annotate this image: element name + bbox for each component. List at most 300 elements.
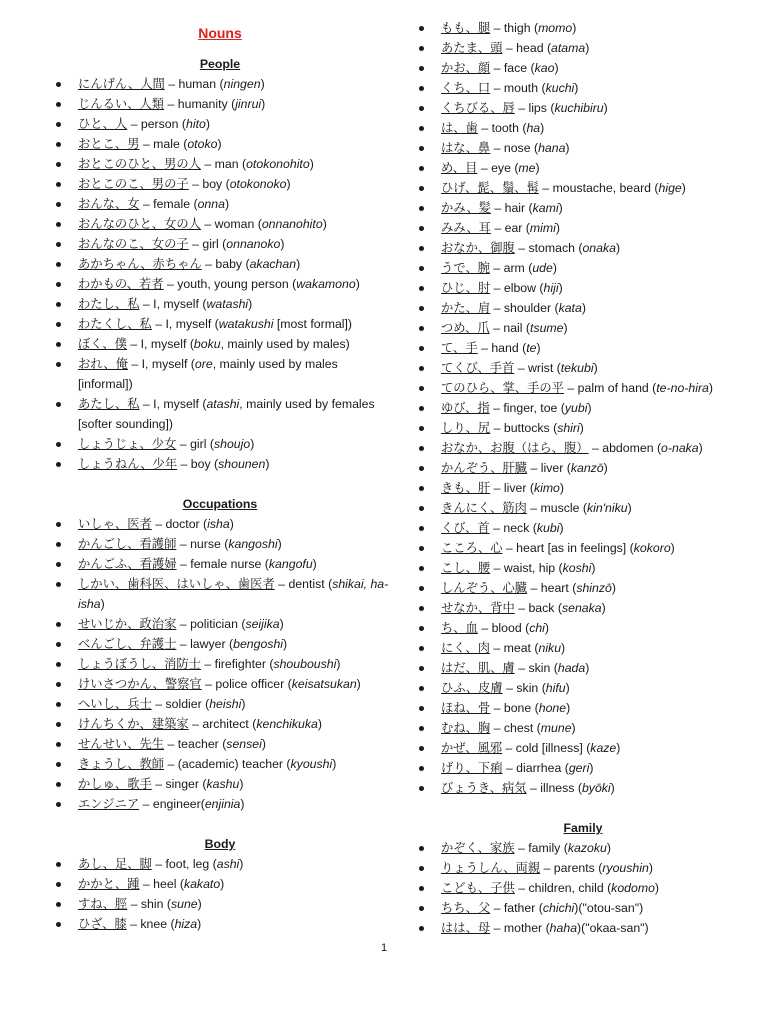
vocab-meaning: – hand (: [477, 341, 527, 355]
vocab-romaji: me: [518, 161, 536, 175]
vocab-japanese: こし、腰: [441, 561, 491, 575]
vocab-japanese: むね、胸: [441, 721, 491, 735]
vocab-item: [413, 518, 753, 538]
vocab-note: ): [606, 841, 611, 855]
vocab-item: [50, 134, 390, 154]
vocab-meaning: – girl (: [188, 237, 227, 251]
vocab-item: [413, 298, 753, 318]
vocab-japanese: おなか、御腹: [441, 241, 515, 255]
vocab-japanese: もも、腿: [441, 21, 491, 35]
vocab-romaji: kangofu: [268, 557, 313, 571]
vocab-item: [413, 558, 753, 578]
vocab-japanese: しょうじょ、少女: [78, 437, 177, 451]
vocab-item: [413, 58, 753, 78]
vocab-japanese: は、歯: [441, 121, 478, 135]
vocab-japanese: きょうし、教師: [78, 757, 165, 771]
vocab-note: ): [574, 81, 579, 95]
vocab-romaji: geri: [568, 761, 590, 775]
vocab-note: ): [205, 117, 210, 131]
vocab-note: ): [563, 321, 568, 335]
vocab-item: [413, 598, 753, 618]
vocab-note: ): [265, 457, 270, 471]
vocab-item: [50, 234, 390, 254]
vocab-note: ): [565, 681, 570, 695]
vocab-meaning: – I, myself (: [139, 397, 207, 411]
vocab-japanese: こども、子供: [441, 881, 515, 895]
vocab-meaning: – woman (: [200, 217, 262, 231]
section-heading-family: Family: [563, 821, 603, 835]
vocab-japanese: ほね、骨: [441, 701, 491, 715]
page-number: 1: [380, 942, 388, 954]
vocab-japanese: かお、顔: [441, 61, 491, 75]
vocab-romaji: wakamono: [296, 277, 356, 291]
vocab-note: ): [248, 297, 253, 311]
vocab-meaning: – skin (: [514, 661, 558, 675]
vocab-item: [413, 638, 753, 658]
vocab-item: [413, 618, 753, 638]
page-title: Nouns: [198, 25, 242, 41]
vocab-japanese: しり、尻: [441, 421, 491, 435]
vocab-japanese: おんなのひと、女の人: [78, 217, 201, 231]
vocab-item: [50, 254, 390, 274]
vocab-meaning: – humanity (: [164, 97, 236, 111]
vocab-japanese: つめ、爪: [441, 321, 490, 335]
vocab-japanese: いしゃ、医者: [78, 517, 152, 531]
vocab-meaning: – thigh (: [490, 21, 539, 35]
vocab-meaning: – teacher (: [164, 737, 227, 751]
vocab-japanese: かんごふ、看護婦: [78, 557, 177, 571]
vocab-romaji: kakato: [183, 877, 221, 891]
vocab-romaji: shoujo: [213, 437, 251, 451]
vocab-note: ): [279, 617, 284, 631]
vocab-note: ): [579, 421, 584, 435]
vocab-meaning: – person (: [127, 117, 186, 131]
vocab-romaji: te: [526, 341, 537, 355]
vocab-note: ): [286, 177, 291, 191]
vocab-item: [50, 434, 390, 454]
vocab-item: [413, 578, 753, 598]
vocab-note: ): [681, 181, 686, 195]
vocab-romaji: kubi: [536, 521, 560, 535]
vocab-japanese: くちびる、唇: [441, 101, 515, 115]
vocab-note: ): [670, 541, 675, 555]
vocab-item: [413, 318, 753, 338]
vocab-meaning: – I, myself (: [151, 317, 219, 331]
vocab-item: [50, 854, 390, 874]
vocab-item: [413, 398, 753, 418]
vocab-romaji: boku: [193, 337, 221, 351]
vocab-romaji: yubi: [564, 401, 588, 415]
vocab-romaji: atama: [551, 41, 586, 55]
vocab-japanese: おれ、俺: [78, 357, 128, 371]
vocab-note: ): [654, 881, 660, 895]
vocab-meaning: – illness (: [526, 781, 582, 795]
vocab-note: ): [603, 101, 608, 115]
vocab-note: ): [559, 481, 565, 495]
vocab-meaning: – nail (: [489, 321, 531, 335]
vocab-japanese: はな、鼻: [441, 141, 491, 155]
vocab-item: [413, 338, 753, 358]
vocab-item: [413, 918, 753, 938]
vocab-item: [413, 478, 753, 498]
vocab-japanese: みみ、耳: [441, 221, 491, 235]
vocab-japanese: かんぞう、肝臓: [441, 461, 528, 475]
vocab-item: [50, 914, 390, 934]
vocab-romaji: chichi: [542, 901, 575, 915]
vocab-note: ): [587, 401, 592, 415]
vocab-item: [50, 614, 390, 634]
vocab-japanese: ぼく、僕: [78, 337, 127, 351]
vocab-meaning: – cold [illness] (: [502, 741, 591, 755]
vocab-note: ): [197, 917, 202, 931]
vocab-item: [413, 718, 753, 738]
people-list: [50, 74, 390, 474]
vocab-japanese: くち、口: [441, 81, 491, 95]
vocab-japanese: かぞく、家族: [441, 841, 515, 855]
vocab-item: [413, 258, 753, 278]
vocab-note: ): [309, 157, 314, 171]
vocab-item: [50, 154, 390, 174]
left-column: [50, 18, 390, 934]
vocab-japanese: エンジニア: [78, 797, 140, 811]
vocab-japanese: せなか、背中: [441, 601, 515, 615]
vocab-item: [413, 218, 753, 238]
vocab-romaji: shikai, ha-isha: [78, 577, 389, 611]
vocab-romaji: mimi: [529, 221, 556, 235]
vocab-note: ): [544, 621, 550, 635]
vocab-japanese: せいじか、政治家: [78, 617, 177, 631]
vocab-item: [413, 458, 753, 478]
vocab-item: [50, 394, 390, 434]
vocab-note: ): [558, 201, 563, 215]
vocab-japanese: ひと、人: [78, 117, 128, 131]
vocab-romaji: hito: [186, 117, 206, 131]
vocab-meaning: – diarrhea (: [502, 761, 569, 775]
vocab-item: [413, 358, 753, 378]
vocab-item: [413, 498, 753, 518]
vocab-meaning: – female nurse (: [176, 557, 269, 571]
vocab-meaning: – skin (: [502, 681, 546, 695]
vocab-note: ): [611, 581, 616, 595]
vocab-romaji: ha: [526, 121, 541, 135]
vocab-note: ): [698, 441, 703, 455]
vocab-japanese: けいさつかん、警察官: [78, 677, 202, 691]
vocab-romaji: kuchibiru: [554, 101, 604, 115]
vocab-japanese: はだ、肌、膚: [441, 661, 515, 675]
vocab-japanese: うで、腕: [441, 261, 490, 275]
vocab-japanese: はは、母: [441, 921, 491, 935]
vocab-romaji: hana: [538, 141, 566, 155]
vocab-note: ): [555, 221, 560, 235]
vocab-item: [50, 534, 390, 554]
vocab-meaning: – neck (: [489, 521, 537, 535]
vocab-meaning: – mouth (: [490, 81, 546, 95]
vocab-romaji: kashu: [206, 777, 240, 791]
vocab-note: ): [616, 741, 621, 755]
vocab-japanese: ひげ、髭、鬚、髯: [441, 181, 539, 195]
vocab-item: [50, 334, 390, 354]
vocab-meaning: – stomach (: [514, 241, 583, 255]
vocab-note: , mainly used by females [softer sounding]): [78, 397, 375, 431]
vocab-note: ): [336, 657, 341, 671]
vocab-meaning: – elbow (: [490, 281, 544, 295]
vocab-meaning: – singer (: [151, 777, 207, 791]
vocab-romaji: hiji: [543, 281, 559, 295]
vocab-meaning: – doctor (: [151, 517, 208, 531]
vocab-romaji: koshi: [562, 561, 592, 575]
vocab-romaji: momo: [538, 21, 573, 35]
vocab-japanese: わたくし、私: [78, 317, 152, 331]
vocab-japanese: あたま、頭: [441, 41, 503, 55]
vocab-japanese: おなか、お腹（はら、腹）: [441, 441, 589, 455]
vocab-note: ): [552, 261, 557, 275]
vocab-romaji: ore: [194, 357, 213, 371]
vocab-note: ): [566, 701, 571, 715]
vocab-romaji: akachan: [249, 257, 297, 271]
vocab-meaning: – bone (: [490, 701, 539, 715]
vocab-item: [413, 658, 753, 678]
vocab-japanese: かた、肩: [441, 301, 491, 315]
vocab-meaning: – ear (: [490, 221, 530, 235]
vocab-meaning: – I, myself (: [126, 337, 194, 351]
vocab-note: ): [229, 517, 234, 531]
vocab-japanese: りょうしん、両親: [441, 861, 541, 875]
vocab-meaning: – engineer(: [139, 797, 205, 811]
vocab-note: ): [585, 661, 590, 675]
vocab-item: [50, 454, 390, 474]
vocab-note: ): [260, 77, 265, 91]
vocab-item: [50, 794, 390, 814]
vocab-note: ): [241, 697, 246, 711]
vocab-note: ): [601, 601, 606, 615]
vocab-japanese: きんにく、筋肉: [441, 501, 527, 515]
vocab-japanese: にく、肉: [441, 641, 490, 655]
vocab-romaji: mune: [540, 721, 572, 735]
vocab-romaji: senaka: [561, 601, 602, 615]
vocab-note: ): [627, 501, 632, 515]
vocab-romaji: heishi: [209, 697, 242, 711]
vocab-japanese: かんごし、看護師: [78, 537, 177, 551]
vocab-item: [50, 874, 390, 894]
vocab-meaning: – parents (: [540, 861, 603, 875]
vocab-romaji: ryoushin: [602, 861, 649, 875]
vocab-meaning: – female (: [139, 197, 198, 211]
vocab-item: [413, 758, 753, 778]
vocab-romaji: seijika: [245, 617, 280, 631]
vocab-meaning: – foot, leg (: [151, 857, 217, 871]
vocab-meaning: – girl (: [176, 437, 214, 451]
vocab-romaji: niku: [538, 641, 562, 655]
vocab-romaji: hada: [557, 661, 586, 675]
vocab-japanese: きも、肝: [441, 481, 491, 495]
vocab-meaning: – finger, toe (: [489, 401, 565, 415]
vocab-romaji: otokonohito: [246, 157, 310, 171]
vocab-note: ): [535, 161, 540, 175]
vocab-note: )("okaa-san"): [577, 921, 649, 935]
vocab-item: [50, 634, 390, 654]
vocab-note: ): [540, 121, 545, 135]
vocab-romaji: tsume: [530, 321, 564, 335]
vocab-note: ): [220, 877, 225, 891]
vocab-meaning: – arm (: [489, 261, 533, 275]
family-list: [413, 838, 753, 938]
vocab-romaji: o-naka: [661, 441, 699, 455]
vocab-note: ): [312, 557, 317, 571]
vocab-romaji: kodomo: [611, 881, 655, 895]
vocab-romaji: kazoku: [567, 841, 607, 855]
vocab-japanese: おとこのこ、男の子: [78, 177, 189, 191]
vocab-japanese: じんるい、人類: [78, 97, 165, 111]
vocab-romaji: hone: [538, 701, 567, 715]
vocab-note: ): [239, 777, 244, 791]
vocab-meaning: – boy (: [177, 457, 219, 471]
vocab-romaji: enjinia: [204, 797, 241, 811]
vocab-meaning: – muscle (: [526, 501, 587, 515]
vocab-note: ): [250, 437, 255, 451]
vocab-meaning: – man (: [200, 157, 247, 171]
vocab-romaji: tekubi: [560, 361, 594, 375]
vocab-item: [50, 574, 390, 614]
vocab-item: [50, 714, 390, 734]
vocab-note: ): [296, 257, 301, 271]
vocab-item: [413, 898, 753, 918]
vocab-romaji: hifu: [545, 681, 566, 695]
vocab-japanese: め、目: [441, 161, 478, 175]
vocab-romaji: chi: [529, 621, 545, 635]
vocab-meaning: – meat (: [489, 641, 539, 655]
vocab-meaning: – police officer (: [201, 677, 292, 691]
vocab-romaji: kao: [534, 61, 555, 75]
vocab-japanese: けんちくか、建築家: [78, 717, 189, 731]
vocab-note: ): [648, 861, 653, 875]
vocab-romaji: kami: [532, 201, 559, 215]
vocab-item: [413, 138, 753, 158]
vocab-item: [50, 654, 390, 674]
vocab-meaning: – firefighter (: [200, 657, 274, 671]
vocab-note: [most formal]): [273, 317, 353, 331]
vocab-note: )("otou-san"): [574, 901, 644, 915]
vocab-note: ): [277, 537, 282, 551]
vocab-meaning: – waist, hip (: [490, 561, 563, 575]
vocab-meaning: – hair (: [490, 201, 533, 215]
vocab-meaning: – heel (: [139, 877, 184, 891]
vocab-japanese: げり、下痢: [441, 761, 503, 775]
vocab-japanese: しんぞう、心臓: [441, 581, 528, 595]
vocab-item: [413, 418, 753, 438]
vocab-romaji: sensei: [226, 737, 262, 751]
vocab-note: ): [239, 857, 244, 871]
vocab-japanese: て、手: [441, 341, 478, 355]
vocab-note: ): [591, 561, 596, 575]
vocab-item: [50, 354, 390, 394]
vocab-meaning: – baby (: [201, 257, 250, 271]
vocab-japanese: あたし、私: [78, 397, 140, 411]
vocab-meaning: – palm of hand (: [563, 381, 657, 395]
vocab-meaning: – nurse (: [176, 537, 229, 551]
vocab-romaji: kaze: [590, 741, 617, 755]
vocab-item: [413, 858, 753, 878]
vocab-item: [413, 98, 753, 118]
vocab-romaji: otokonoko: [229, 177, 287, 191]
vocab-item: [413, 78, 753, 98]
vocab-item: [413, 278, 753, 298]
vocab-japanese: べんごし、弁護士: [78, 637, 177, 651]
vocab-japanese: ちち、父: [441, 901, 491, 915]
vocab-japanese: わかもの、若者: [78, 277, 164, 291]
vocab-item: [413, 538, 753, 558]
vocab-romaji: ude: [532, 261, 553, 275]
vocab-note: ): [224, 197, 230, 211]
vocab-note: ): [572, 21, 577, 35]
vocab-meaning: – knee (: [126, 917, 175, 931]
vocab-item: [413, 198, 753, 218]
vocab-romaji: sune: [170, 897, 198, 911]
vocab-japanese: しかい、歯科医、はいしゃ、歯医者: [78, 577, 275, 591]
vocab-meaning: – buttocks (: [490, 421, 558, 435]
vocab-meaning: – moustache, beard (: [538, 181, 659, 195]
vocab-japanese: あし、足、脚: [78, 857, 152, 871]
vocab-item: [50, 674, 390, 694]
vocab-item: [50, 754, 390, 774]
vocab-romaji: shouboushi: [273, 657, 337, 671]
vocab-note: ): [261, 737, 266, 751]
vocab-romaji: kuchi: [545, 81, 575, 95]
vocab-item: [413, 838, 753, 858]
vocab-meaning: – liver (: [527, 461, 571, 475]
vocab-item: [50, 694, 390, 714]
vocab-romaji: shounen: [218, 457, 266, 471]
vocab-japanese: へいし、兵士: [78, 697, 152, 711]
vocab-meaning: – children, child (: [514, 881, 612, 895]
vocab-note: ): [317, 717, 322, 731]
vocab-meaning: – I, myself (: [127, 357, 195, 371]
vocab-item: [413, 158, 753, 178]
vocab-item: [413, 778, 753, 798]
vocab-romaji: kyoushi: [290, 757, 333, 771]
vocab-meaning: – shoulder (: [490, 301, 559, 315]
vocab-japanese: おんなのこ、女の子: [78, 237, 189, 251]
vocab-meaning: – I, myself (: [139, 297, 207, 311]
vocab-meaning: – blood (: [477, 621, 530, 635]
vocab-japanese: てくび、手首: [441, 361, 515, 375]
vocab-meaning: – dentist (: [274, 577, 333, 591]
vocab-item: [50, 274, 390, 294]
vocab-meaning: – mother (: [490, 921, 550, 935]
vocab-japanese: おとこ、男: [78, 137, 140, 151]
vocab-note: ): [217, 137, 222, 151]
vocab-japanese: おんな、女: [78, 197, 140, 211]
vocab-romaji: otoko: [187, 137, 218, 151]
vocab-japanese: しょうねん、少年: [78, 457, 178, 471]
vocab-meaning: – youth, young person (: [163, 277, 297, 291]
vocab-note: , mainly used by males [informal]): [78, 357, 338, 391]
vocab-romaji: ningen: [223, 77, 261, 91]
vocab-note: ): [240, 797, 245, 811]
vocab-note: ): [283, 637, 288, 651]
vocab-note: ): [100, 597, 105, 611]
vocab-romaji: onna: [197, 197, 225, 211]
vocab-note: ): [593, 361, 598, 375]
section-heading-occupations: Occupations: [182, 497, 258, 511]
vocab-meaning: – head (: [502, 41, 552, 55]
vocab-meaning: – liver (: [490, 481, 534, 495]
vocab-note: ): [571, 721, 576, 735]
vocab-item: [50, 314, 390, 334]
vocab-item: [50, 74, 390, 94]
vocab-item: [413, 18, 753, 38]
vocab-japanese: こころ、心: [441, 541, 503, 555]
vocab-romaji: shinzō: [576, 581, 612, 595]
